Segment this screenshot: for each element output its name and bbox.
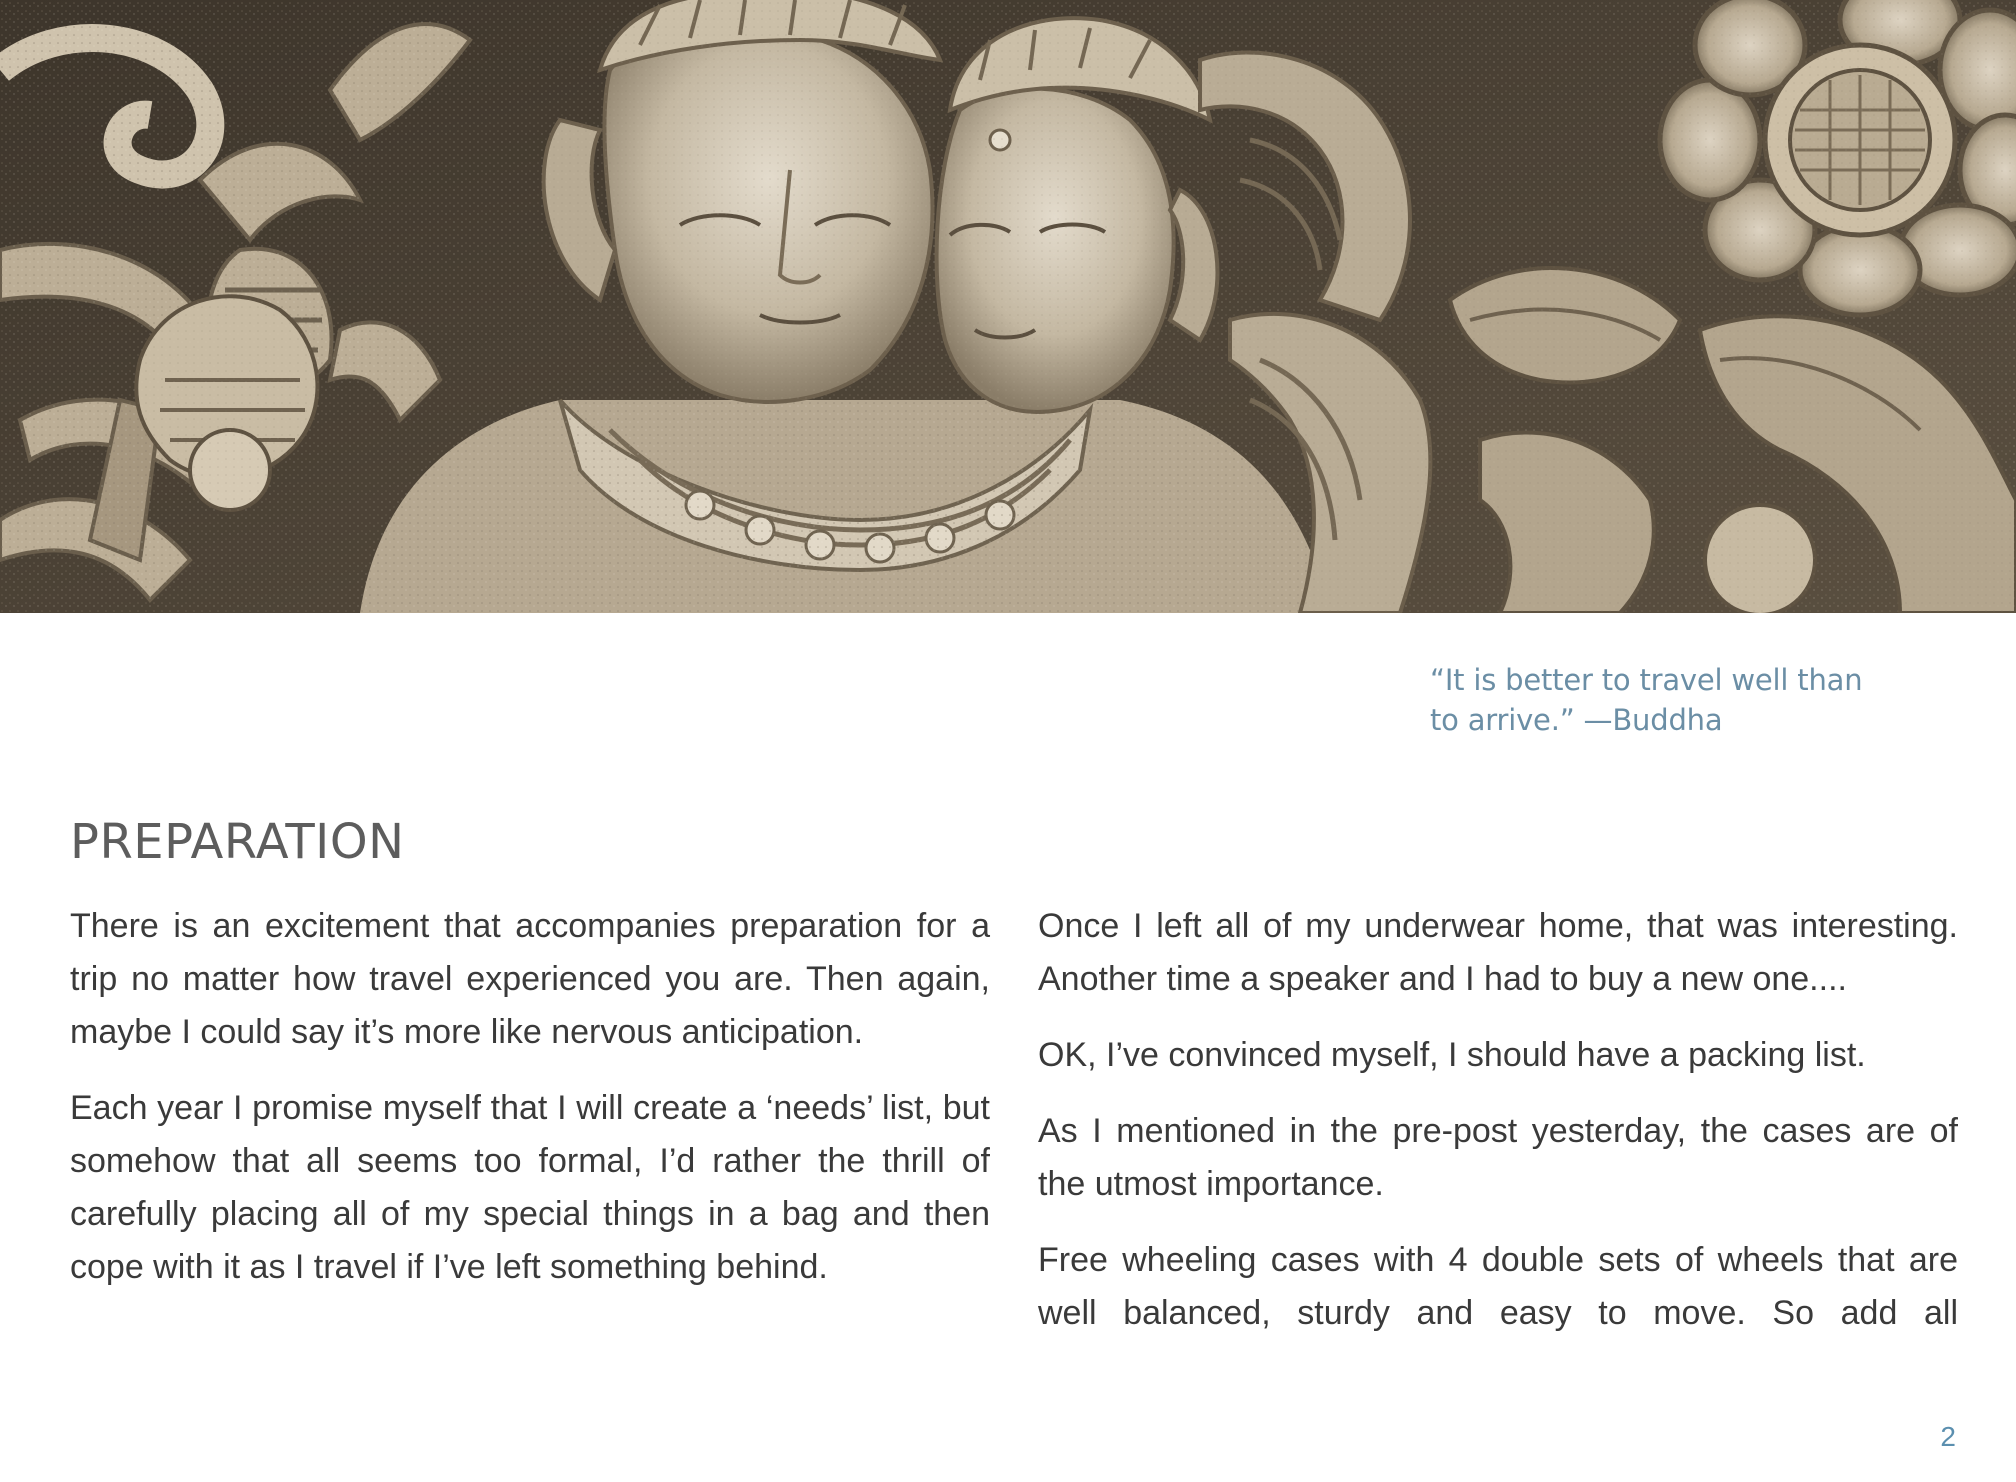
paragraph: There is an excitement that accompanies preparation for a trip no matter how travel experienced you are. Then again, maybe I could say it’s more like nervous anticipation. [70, 907, 990, 1051]
left-column [70, 900, 990, 1317]
stone-carving-illustration [0, 0, 2016, 613]
paragraph: Each year I promise myself that I will create a ‘needs’ list, but somehow that all seems too formal, I’d rather the thrill of carefully placing all of my special things in a bag and then cope with it as I travel if I’ve left something behind. [70, 1089, 990, 1286]
paragraph: OK, I’ve convinced myself, I should have a packing list. [1038, 1036, 1866, 1074]
paragraph: Once I left all of my underwear home, that was interesting. Another time a speaker and I had to buy a new one.... [1038, 907, 1958, 998]
paragraph: Free wheeling cases with 4 double sets of wheels that are well balanced, sturdy and easy to move. So add all [1038, 1241, 1958, 1332]
hero-image [0, 0, 2016, 613]
section-heading: PREPARATION [70, 814, 405, 870]
paragraph: As I mentioned in the pre-post yesterday, the cases are of the utmost importance. [1038, 1112, 1958, 1203]
right-column [1038, 900, 1958, 1363]
pull-quote: “It is better to travel well than to arrive.” —Buddha [1430, 663, 1863, 737]
page-number: 2 [1940, 1421, 1956, 1452]
